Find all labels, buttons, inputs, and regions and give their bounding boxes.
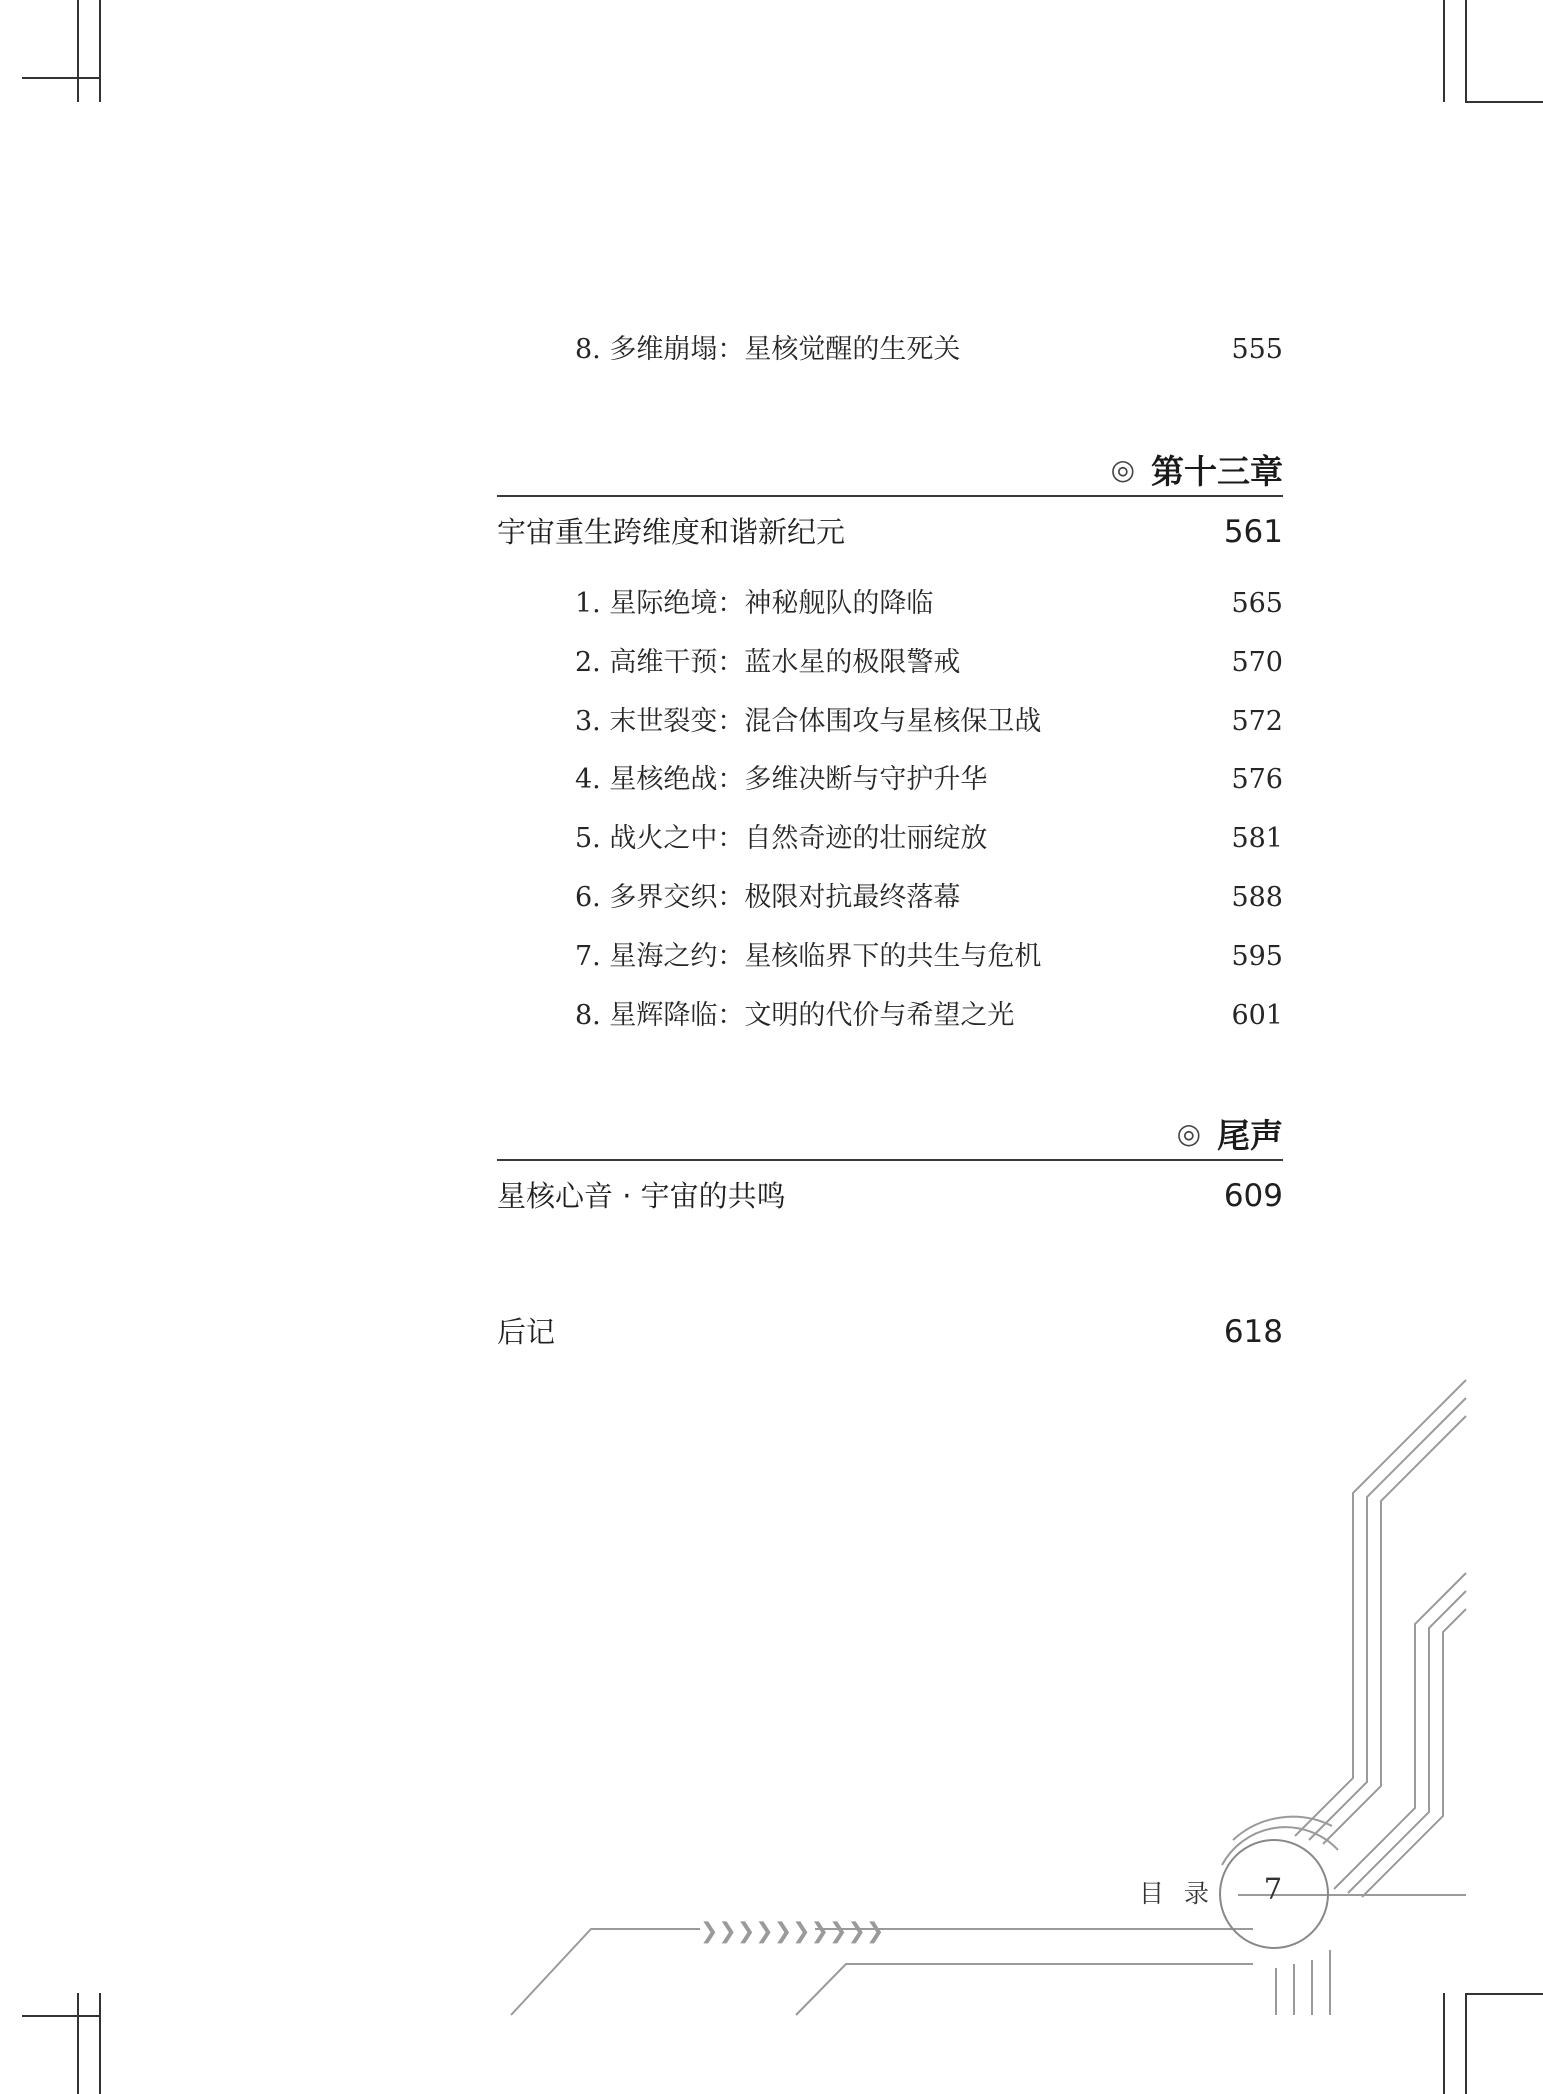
crop-mark (1465, 0, 1467, 102)
epilogue-rule (497, 1159, 1283, 1161)
section-page: 595 (1231, 941, 1283, 972)
section-title: 3. 末世裂变：混合体围攻与星核保卫战 (575, 706, 1042, 737)
footer-section-label: 目录 (1139, 1879, 1230, 1908)
crop-mark (77, 1993, 79, 2094)
section-page: 555 (1231, 334, 1283, 365)
circle-mark-icon: ◎ (1176, 1117, 1201, 1150)
crop-mark (1465, 1993, 1543, 1995)
toc-section-entry[interactable] (575, 581, 1283, 620)
section-page: 576 (1231, 764, 1283, 795)
afterword-title: 后记 (497, 1315, 556, 1349)
toc-chapter-entry[interactable] (497, 510, 1283, 551)
crop-mark (1465, 101, 1543, 103)
section-title: 8. 星辉降临：文明的代价与希望之光 (575, 1000, 1015, 1031)
section-title: 2. 高维干预：蓝水星的极限警戒 (575, 647, 961, 678)
arrow-chevrons: ❯❯❯❯❯❯❯❯❯❯ (700, 1919, 885, 1944)
toc-section-entry[interactable] (575, 934, 1283, 973)
crop-mark (1465, 1993, 1467, 2094)
toc-section-entry[interactable] (575, 875, 1283, 914)
section-title: 5. 战火之中：自然奇迹的壮丽绽放 (575, 823, 988, 854)
chapter-title: 宇宙重生跨维度和谐新纪元 (497, 515, 846, 549)
toc-section-entry[interactable] (575, 699, 1283, 738)
toc-section-entry[interactable] (575, 993, 1283, 1032)
crop-mark (22, 2015, 100, 2017)
crop-mark (1443, 1993, 1445, 2094)
toc-section-entry[interactable] (575, 327, 1283, 366)
toc-afterword-entry[interactable] (497, 1310, 1283, 1351)
section-title: 4. 星核绝战：多维决断与守护升华 (575, 764, 988, 795)
afterword-page: 618 (1223, 1314, 1283, 1350)
toc-section-entry[interactable] (575, 816, 1283, 855)
page-number: 7 (1263, 1872, 1283, 1906)
chapter-page: 561 (1223, 514, 1283, 550)
section-title: 6. 多界交织：极限对抗最终落幕 (575, 882, 961, 913)
crop-mark (99, 1993, 101, 2094)
crop-mark (22, 77, 100, 79)
chapter-number: 第十三章 (1151, 452, 1283, 491)
epilogue-title: 星核心音 · 宇宙的共鸣 (497, 1179, 786, 1213)
crop-mark (99, 0, 101, 102)
toc-section-entry[interactable] (575, 640, 1283, 679)
section-page: 572 (1231, 706, 1283, 737)
crop-mark (1443, 0, 1445, 102)
toc-epilogue-entry[interactable] (497, 1174, 1283, 1215)
section-title: 1. 星际绝境：神秘舰队的降临 (575, 588, 934, 619)
section-page: 570 (1231, 647, 1283, 678)
chapter-heading (1111, 446, 1283, 493)
section-page: 581 (1231, 823, 1283, 854)
section-title: 7. 星海之约：星核临界下的共生与危机 (575, 941, 1042, 972)
section-page: 565 (1231, 588, 1283, 619)
circle-mark-icon: ◎ (1110, 453, 1135, 486)
section-page: 601 (1231, 1000, 1283, 1031)
crop-mark (77, 0, 79, 102)
epilogue-label: 尾声 (1217, 1116, 1283, 1155)
toc-section-entry[interactable] (575, 757, 1283, 796)
section-title: 8. 多维崩塌：星核觉醒的生死关 (575, 334, 961, 365)
epilogue-page: 609 (1223, 1178, 1283, 1214)
section-page: 588 (1231, 882, 1283, 913)
chapter-rule (497, 495, 1283, 497)
epilogue-heading (1177, 1110, 1283, 1157)
